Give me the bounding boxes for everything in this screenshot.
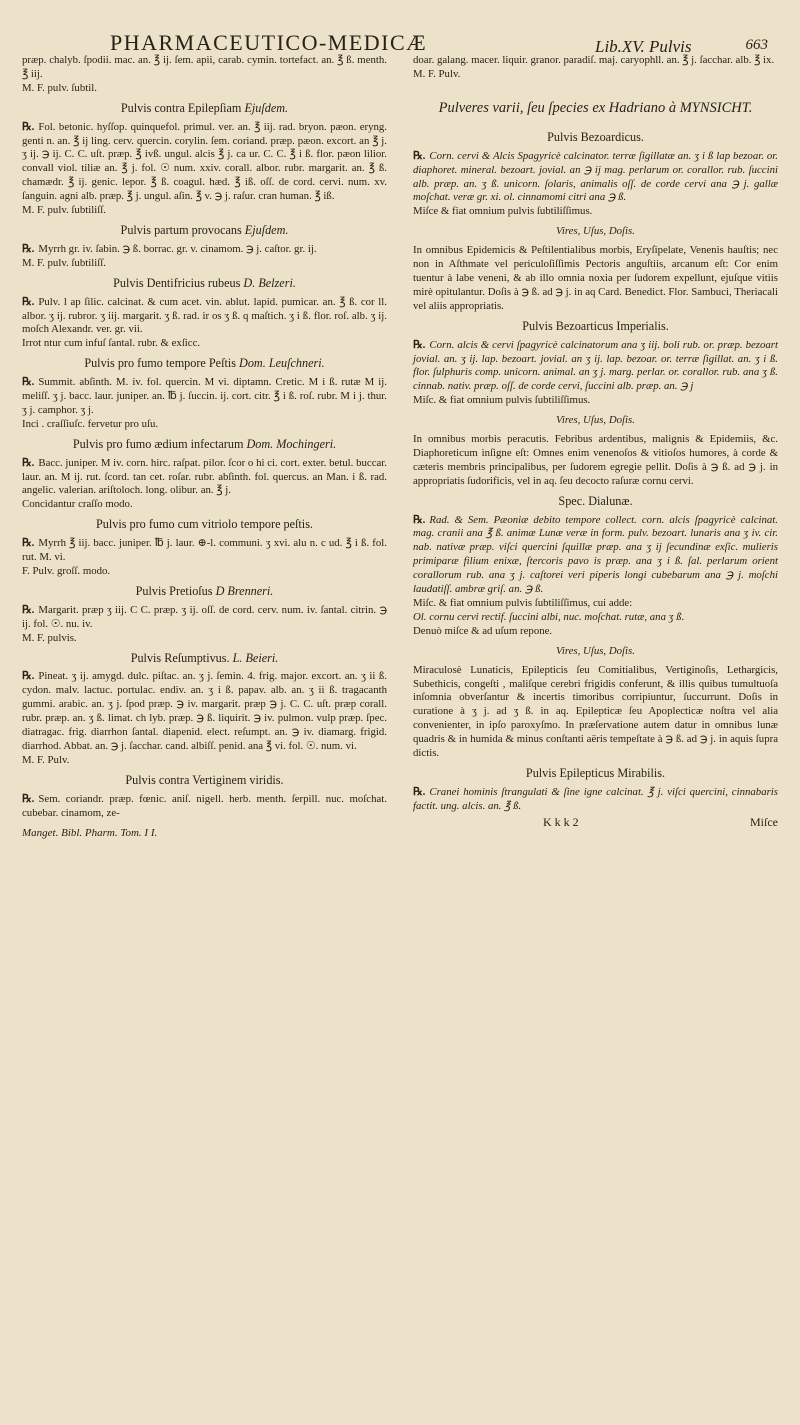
recipe-heading (22, 438, 387, 452)
recipe-symbol-icon: ℞. (413, 513, 426, 526)
catchword: Miſce (750, 814, 778, 829)
prescription-text: Cranei hominis ſtrangulati & ſine igne calcinat. ℥ j. viſci quercini, cinnabaris factit. ung. alcis. an. ℥ ß. (413, 785, 778, 812)
prescription (413, 339, 778, 395)
recipe-symbol-icon: ℞. (22, 295, 35, 308)
recipe-symbol-icon: ℞. (22, 242, 35, 255)
recipe-text: M. F. pulv. ſubtiliſſ. (22, 204, 106, 217)
recipe-author: L. Beieri. (232, 650, 279, 665)
prescription-text: Fol. betonic. hyſſop. quinquefol. primul. ver. an. ℥ iij. rad. bryon. pæon. eryng. genti n. an. ℥ ij ling. cerv. quercin. corylin. ſem. coriand. præp. pæon. excort. an ℥ j. ʒ ij. ℈ ij. C. C. uſt. præp. ℥ ivß. ungul. alcis ℥ j. ca ur. C. C. ℥ i ß. flor. pæon lilior. convall viol. tiliæ an. ℥ j. fol. ☉ num. xxiv. corall. albor. rubr. margarit. an. ℥ ß. chamædr. ℥ ij. genic. lepor. ℥ ß. coagul. hæd. ℥ iß. oſſ. de cord. cervi. num. xv. ſanguin. agni alb. præp. ℥ j. ungul. aſin. ℥ v. ℈ j. raſur. cran human. ℥ iß. (22, 120, 387, 203)
recipe-heading (22, 224, 387, 238)
recipe-text: M. F. pulvis. (22, 631, 77, 644)
recipe-heading (22, 277, 387, 291)
prescription-text: Bacc. juniper. M iv. corn. hirc. raſpat. pilor. ſcor o hi ci. cort. exter. betul. buccar. laur. an. M ij. rut. ſcord. tan cet. roſar. rubr. abſinth. fol. quercus. an Man. i ß. rad. angelic. valerian. ariſtoloch. long. olibur. an. ℥ j. (22, 456, 387, 497)
right-column (413, 54, 778, 840)
recipe-text: doar. galang. macer. liquir. granor. paradiſ. maj. caryophll. an. ℥ j. ſacchar. alb. ℥ ix. (413, 54, 775, 66)
prescription-text: Corn. cervi & Alcis Spagyricè calcinator. terræ ſigillatæ an. ʒ i ß lap bezoar. or. diaphoret. mineral. bezoart. jovial. an ℈ ij mag. perlarum or. corallor. rub. ſuccini alb. præp. an. ʒ ß. unicorn. ſolaris, animalis oſſ. de corde cervi ana ℈ j. gallæ moſchat. veræ gr. xi. ol. cinnamomi citri ana ℈ ß. (413, 149, 778, 204)
recipe-heading-text: Pulvis Bezoarticus Imperialis. (522, 318, 669, 333)
prescription-text: Sem. coriandr. præp. fœnic. aniſ. nigell. herb. menth. ſerpill. nuc. moſchat. cubebar. cinamom, ze- (22, 792, 387, 819)
recipe-symbol-icon: ℞. (22, 456, 35, 469)
recipe-heading (22, 518, 387, 532)
recipe-author: D Brenneri. (215, 583, 274, 598)
recipe-text: M. F. Pulv. (22, 753, 70, 766)
recipe-symbol-icon: ℞. (22, 670, 35, 683)
prescription (22, 670, 387, 753)
recipe-text: F. Pulv. groſſ. modo. (22, 565, 111, 577)
recipe-symbol-icon: ℞. (22, 537, 35, 550)
prescription (413, 786, 778, 814)
recipe-symbol-icon: ℞. (22, 376, 35, 389)
prescription (22, 457, 387, 499)
signature-line (413, 816, 778, 830)
prescription (22, 604, 387, 632)
subheading: Vires, Uſus, Doſis. (556, 414, 635, 427)
recipe-heading-text: Spec. Dialunæ. (558, 493, 633, 508)
recipe-symbol-icon: ℞. (413, 785, 426, 798)
prescription-text: Pulv. l ap ſilic. calcinat. & cum acet. vin. ablut. lapid. pumicar. an. ℥ ß. cor ll. albor. ʒ ij. rubror. ʒ iij. margarit. ʒ ß. rad. ir os ʒ ß. q maſtich. ʒ i ß. flor. roſ. alb. ʒ ij. moſch Alexandr. ver. gr. vii. (22, 295, 387, 336)
two-column-body (22, 54, 778, 840)
recipe-heading-text: Pulvis Bezoardicus. (547, 129, 644, 144)
recipe-heading (413, 495, 778, 509)
recipe-text: Miſc. & fiat omnium pulvis ſubtiliſſimus, cui adde: (413, 597, 633, 609)
recipe-heading (22, 652, 387, 666)
prescription-text: Corn. alcis & cervi ſpagyricè calcinatorum ana ʒ iij. boli rub. or. præp. bezoart jovial. an. ʒ ij. lap. bezoart. jovial. an ʒ ij. lap. bezoar. or. terræ ſigillat. an. ʒ i ß. flor. ſulphuris comp. unicorn. animal. an ʒ j. marg. perlar. or. corallor. rub. ana ʒ ß. cinnab. nativ. præp. oſſ. de corde cervi, ſuccini alb. præp. an. ℈ j (413, 338, 778, 393)
recipe-heading (413, 767, 778, 781)
recipe-heading (22, 102, 387, 116)
prescription (413, 514, 778, 597)
recipe-heading (413, 131, 778, 145)
recipe-text: Inci . craſſiuſc. fervetur pro uſu. (22, 417, 159, 430)
recipe-text: M. F. pulv. ſubtil. (22, 81, 97, 94)
recipe-author: Ejuſdem. (244, 222, 289, 237)
recipe-heading-text: Pulvis Dentifricius rubeus (113, 275, 244, 290)
subheading: Vires, Uſus, Doſis. (556, 644, 635, 657)
recipe-text: M. F. pulv. ſubtiliſſ. (22, 256, 106, 269)
prescription (22, 121, 387, 204)
recipe-text: M. F. Pulv. (413, 67, 461, 80)
recipe-author: Dom. Mochingeri. (246, 436, 337, 451)
section-heading: Pulveres varii, ſeu ſpecies ex Hadriano à MYNSICHT. (438, 99, 753, 116)
recipe-symbol-icon: ℞. (413, 149, 426, 162)
signature-mark: K k k 2 (543, 814, 579, 829)
recipe-heading-text: Pulvis pro fumo tempore Peſtis (84, 356, 240, 371)
prescription-text: Myrrh gr. iv. ſabin. ℈ ß. borrac. gr. v. cinamom. ℈ j. caſtor. gr. ij. (38, 242, 317, 255)
recipe-heading-text: Pulvis contra Epilepſiam (120, 100, 245, 115)
recipe-author: D. Belzeri. (243, 275, 296, 290)
running-section: Lib.XV. Pulvis (595, 37, 692, 56)
recipe-author: Ejuſdem. (244, 100, 289, 115)
recipe-heading-text: Pulvis Pretioſus (135, 583, 216, 598)
recipe-heading (22, 357, 387, 371)
left-footer: Manget. Bibl. Pharm. Tom. I I. (22, 826, 158, 839)
recipe-symbol-icon: ℞. (22, 603, 35, 616)
subheading: Vires, Uſus, Doſis. (556, 225, 635, 238)
recipe-heading-text: Pulvis pro fumo ædium infectarum (72, 436, 247, 451)
recipe-text: In omnibus morbis peracutis. Febribus ardentibus, malignis & Epidemiis, &c. Diaphoreticum inſigne eſt: Omnes enim venenoſos & vitioſos humores, à corde & cæteris membris principalibus, per ſudorem egregie pellit. Doſis à ℈ ß. ad ℈ j. in appropriatis ſudorificis, vel in aq. ſeu decocto raſuræ cornu cervi. (413, 433, 778, 487)
prescription-text: Pineat. ʒ ij. amygd. dulc. piſtac. an. ʒ j. ſemin. 4. frig. major. excort. an. ʒ ii ß. cydon. malv. lactuc. portulac. endiv. an. ʒ i ß. papav. alb. an. ʒ ii ß. tragacanth gummi. arabic. an. ʒ j. ſpod præp. ℈ iv. margarit. præp ℈ j. C. C. uſt. præp corall. rubr. præp. an. ʒ ß. limat. ch lyb. præp. ℈ ß. liquirit. ℈ iv. pulmon. vulp præp. ſpec. diatragac. frig. diarrhon ſantal. diapenid. elect. reſumpt. an. ℈ iv. diamarg. frigid. diarrhod. Abbat. an. ℈ j. ſacchar. cand. albiſſ. penid. ana ℥ vi. fol. ☉. num. vi. (22, 670, 387, 752)
recipe-text: Ol. cornu cervi rectif. ſuccini albi, nuc. moſchat. rutæ, ana ʒ ß. (413, 610, 685, 623)
recipe-text: Miſce & fiat omnium pulvis ſubtiliſſimus. (413, 205, 593, 218)
recipe-symbol-icon: ℞. (413, 338, 426, 351)
recipe-text: Irrot ntur cum infuſ ſantal. rubr. & exſicc. (22, 337, 201, 350)
recipe-symbol-icon: ℞. (22, 792, 35, 805)
prescription-text: Myrrh ℥ iij. bacc. juniper. ℔ j. laur. ⊕-l. communi. ʒ xvi. alu n. c ud. ℥ i ß. fol. rut. M. vi. (22, 537, 387, 564)
recipe-text: In omnibus Epidemicis & Peſtilentialibus morbis, Eryſipelate, Venenis hauſtis; nec non in Aſthmate vel periculoſiſſimis Pectoris anguſtiis, arcanum eſt: Cor enim tuentur à labe veneni, & ab illo omnia noxia per ſudorem expellunt, ejuſque vitiis mirè opitulantur. Doſis à ℈ ß. ad ℈ j. in aq Card. Benedict. Flor. Sambuci, Theriacali vel aliis appropriatis. (413, 244, 778, 312)
prescription (22, 296, 387, 338)
recipe-text: Miſc. & fiat omnium pulvis ſubtiliſſimus. (413, 394, 591, 407)
recipe-heading-text: Pulvis Epilepticus Mirabilis. (525, 765, 666, 780)
recipe-text: Concidantur craſſo modo. (22, 498, 133, 511)
prescription (413, 150, 778, 206)
running-title: PHARMACEUTICO-MEDICÆ (110, 30, 428, 55)
recipe-heading-text: Pulvis partum provocans (120, 222, 245, 237)
prescription-text: Rad. & Sem. Pæoniæ debito tempore collect. corn. alcis ſpagyricè calcinat. mag. cranii ana ℥ ß. animæ Lunæ veræ in form. pulv. bezoart. lunaris ana ʒ iv. cir. nab. nativæ præp. viſci quercini ſquillæ præp. ana ʒ ij ſecundinæ exſic. mulieris primiparæ filium enixæ, ſtercoris pavo is præp. ana ʒ i ß. ſal. perlarum orient corallorum rub. ana ʒ j. caſtorei veri piperis longi cubebarum ana ℈ j. moſchi laudatiſſ. ambræ griſ. an. ℈ ß. (413, 513, 778, 596)
recipe-author: Dom. Leuſchneri. (239, 356, 325, 371)
recipe-text: Denuò miſce & ad uſum repone. (413, 624, 553, 637)
recipe-heading-text: Pulvis Reſumptivus. (130, 650, 233, 665)
recipe-heading (22, 774, 387, 788)
prescription (22, 537, 387, 565)
prescription (22, 793, 387, 821)
prescription (22, 376, 387, 418)
page-number: 663 (745, 37, 768, 53)
recipe-text: Miraculosè Lunaticis, Epilepticis ſeu Comitialibus, Vertiginoſis, Lethargicis, Subethicis, congeſti , maliſque cerebri frigidis conferunt, & illis quibus tumultuoſa inſomnia obverſantur & incertis timoribus corripiuntur, ſuccurrunt. Doſis in curatione à ʒ j. ad ʒ ß. in aq. Epilepticæ ſeu Apoplecticæ noſtra vel alia convenienter, in ipſo paroxyſmo. In præſervatione autem datur in omnibus lunæ quadris & in humida & minus conſtanti aëris tempeſtate à ℈ ß. ad ℈ j. in aquis ſupra dictis. (413, 663, 778, 760)
prescription-text: Summit. abſinth. M. iv. fol. quercin. M vi. diptamn. Cretic. M i ß. rutæ M ij. meliſſ. ʒ j. bacc. laur. juniper. an. ℔ j. ſuccin. ij. cort. citr. ℥ i ß. roſ. rubr. M i j. thur. ʒ j. camphor. ʒ j. (22, 376, 387, 416)
recipe-symbol-icon: ℞. (22, 120, 35, 133)
prescription (22, 243, 387, 257)
recipe-heading-text: Pulvis pro fumo cum vitriolo tempore peſtis. (96, 517, 313, 532)
recipe-heading (22, 585, 387, 599)
recipe-heading-text: Pulvis contra Vertiginem viridis. (125, 772, 284, 787)
recipe-text: præp. chalyb. ſpodii. mac. an. ℥ ij. ſem. apii, carab. cymin. tortefact. an. ℥ ß. menth. ℥ iij. (22, 54, 387, 80)
recipe-heading (413, 320, 778, 334)
left-column (22, 54, 387, 840)
prescription-text: Margarit. præp ʒ iij. C C. præp. ʒ ij. oſſ. de cord. cerv. num. iv. ſantal. citrin. ℈ ij. fol. ☉. nu. iv. (22, 603, 387, 630)
